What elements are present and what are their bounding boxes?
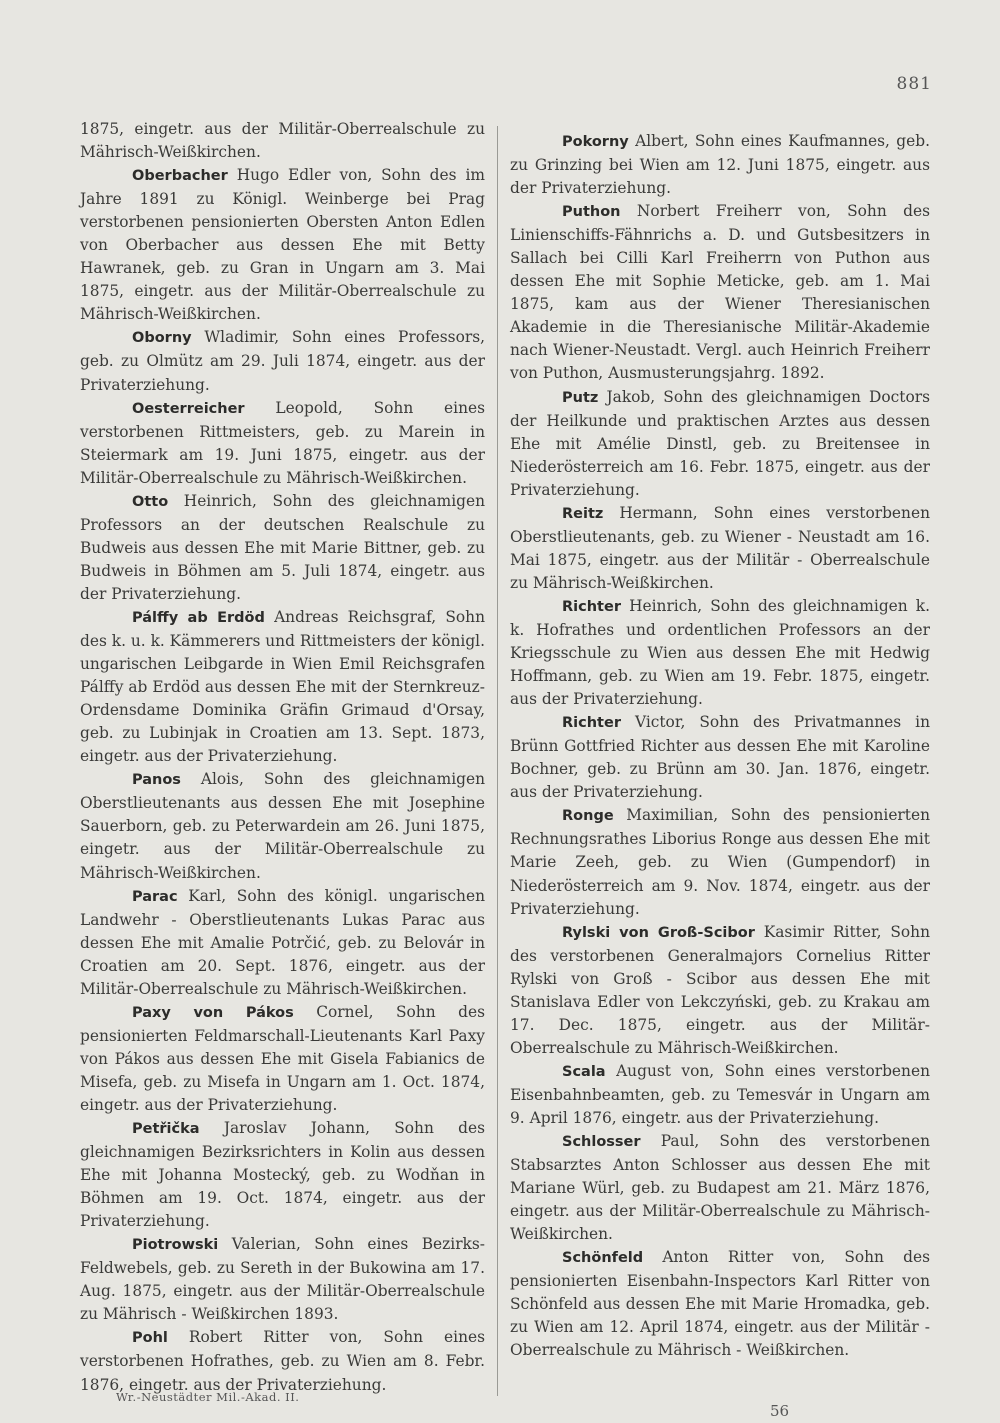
entry-surname: Pálffy ab Erdöd xyxy=(132,609,265,626)
biography-entry xyxy=(80,490,485,606)
entry-surname: Schönfeld xyxy=(562,1250,644,1267)
entry-surname: Rylski von Groß-Scibor xyxy=(562,924,755,941)
entry-surname: Reitz xyxy=(562,505,604,522)
entry-text: Norbert Freiherr von, Sohn des Linienschiffs-Fähnrichs a. D. und Gutsbesitzers in Sallach bei Cilli Karl Freiherrn von Puthon aus dessen Ehe mit Sophie Meticke, geb. am 1. Mai 1875, kam aus der Wiener Theresianischen Akademie in die Theresianische Militär-Akademie nach Wiener-Neustadt. Vergl. auch Heinrich Freiherr von Puthon, Ausmusterungsjahrg. 1892. xyxy=(510,202,930,383)
entry-text: Valerian, Sohn eines Bezirks-Feldwebels, geb. zu Sereth in der Bukowina am 17. Aug. 1875, eingetr. aus der Militär-Oberrealschule zu Mährisch - Weißkirchen 1893. xyxy=(80,1235,485,1324)
biography-entry xyxy=(80,164,485,326)
biography-entry xyxy=(80,326,485,396)
entry-text: Maximilian, Sohn des pensionierten Rechnungsrathes Liborius Ronge aus dessen Ehe mit Marie Zeeh, geb. zu Wien (Gumpendorf) in Niederösterreich am 9. Nov. 1874, eingetr. aus der Privaterziehung. xyxy=(510,806,930,918)
entry-surname: Richter xyxy=(562,598,621,615)
biography-entry xyxy=(510,711,930,804)
entry-surname: Oborny xyxy=(132,330,192,347)
entry-text: Wladimir, Sohn eines Professors, geb. zu Olmütz am 29. Juli 1874, eingetr. aus der Privaterziehung. xyxy=(80,328,485,394)
biography-entry xyxy=(510,130,930,200)
biography-entry xyxy=(510,200,930,385)
biography-entry xyxy=(510,1060,930,1130)
entry-surname: Panos xyxy=(132,772,181,789)
entry-surname: Putz xyxy=(562,389,599,406)
entry-surname: Oesterreicher xyxy=(132,400,245,417)
entry-surname: Richter xyxy=(562,715,621,732)
biography-entry xyxy=(510,1130,930,1246)
entry-surname: Otto xyxy=(132,493,169,510)
entry-surname: Pokorny xyxy=(562,134,629,150)
entry-surname: Paxy von Pákos xyxy=(132,1004,294,1021)
biography-entry xyxy=(80,606,485,768)
biography-entry xyxy=(80,1326,485,1396)
entry-surname: Puthon xyxy=(562,204,621,221)
biography-entry xyxy=(80,768,485,884)
footer-signature: Wr.-Neustädter Mil.-Akad. II. xyxy=(116,1390,300,1404)
entry-surname: Ronge xyxy=(562,808,614,825)
biography-entry xyxy=(510,1246,930,1362)
left-column xyxy=(80,118,485,1397)
entry-text: Robert Ritter von, Sohn eines verstorbenen Hofrathes, geb. zu Wien am 8. Febr. 1876, eingetr. aus der Privaterziehung. xyxy=(80,1328,485,1394)
entry-text: Cornel, Sohn des pensionierten Feldmarschall-Lieutenants Karl Paxy von Pákos aus dessen Ehe mit Gisela Fabianics de Misefa, geb. zu Misefa in Ungarn am 1. Oct. 1874, eingetr. aus der Privaterziehung. xyxy=(80,1002,485,1114)
entry-surname: Petřička xyxy=(132,1121,200,1138)
entry-text: Hugo Edler von, Sohn des im Jahre 1891 zu Königl. Weinberge bei Prag verstorbenen pensionierten Obersten Anton Edlen von Oberbacher aus dessen Ehe mit Betty Hawranek, geb. zu Gran in Ungarn am 3. Mai 1875, eingetr. aus der Militär-Oberrealschule zu Mährisch-Weißkirchen. xyxy=(80,166,485,324)
entry-text: Albert, Sohn eines Kaufmannes, geb. zu Grinzing bei Wien am 12. Juni 1875, eingetr. aus der Privaterziehung. xyxy=(510,132,930,198)
entry-text: Andreas Reichsgraf, Sohn des k. u. k. Kämmerers und Rittmeisters der königl. ungarischen Leibgarde in Wien Emil Reichsgrafen Pálffy ab Erdöd aus dessen Ehe mit der Sternkreuz-Ordensdame Dominika Gräfin Grimaud d'Orsay, geb. zu Lubinjak in Croatien am 13. Sept. 1873, eingetr. aus der Privaterziehung. xyxy=(80,607,485,766)
entry-text: Karl, Sohn des königl. ungarischen Landwehr - Oberstlieutenants Lukas Parac aus dessen Ehe mit Amalie Potrčić, geb. zu Belovár in Croatien am 20. Sept. 1876, eingetr. aus der Militär-Oberrealschule zu Mährisch-Weißkirchen. xyxy=(80,886,485,998)
biography-entry xyxy=(80,885,485,1001)
biography-entry xyxy=(510,595,930,711)
entry-text: 1875, eingetr. aus der Militär-Oberrealschule zu Mährisch-Weißkirchen. xyxy=(80,120,485,162)
column-divider xyxy=(497,126,498,1396)
biography-entry xyxy=(510,386,930,502)
biography-entry xyxy=(80,397,485,490)
entry-text: Jaroslav Johann, Sohn des gleichnamigen Bezirksrichters in Kolin aus dessen Ehe mit Johanna Mostecký, geb. zu Wodňan in Böhmen am 19. Oct. 1874, eingetr. aus der Privaterziehung. xyxy=(80,1119,485,1231)
entry-surname: Scala xyxy=(562,1063,606,1080)
biography-entry xyxy=(80,118,485,164)
entry-text: Kasimir Ritter, Sohn des verstorbenen Generalmajors Cornelius Ritter Rylski von Groß - Scibor aus dessen Ehe mit Stanislava Edler von Lekczyński, geb. zu Krakau am 17. Dec. 1875, eingetr. aus der Militär-Oberrealschule zu Mährisch-Weißkirchen. xyxy=(510,922,930,1057)
entry-text: Alois, Sohn des gleichnamigen Oberstlieutenants aus dessen Ehe mit Josephine Sauerborn, geb. zu Peterwardein am 26. Juni 1875, eingetr. aus der Militär-Oberrealschule zu Mährisch-Weißkirchen. xyxy=(80,770,485,882)
entry-text: Leopold, Sohn eines verstorbenen Rittmeisters, geb. zu Marein in Steiermark am 19. Juni 1875, eingetr. aus der Militär-Oberrealschule zu Mährisch-Weißkirchen. xyxy=(80,398,485,487)
entry-surname: Oberbacher xyxy=(132,168,228,185)
entry-surname: Pohl xyxy=(132,1330,168,1347)
biography-entry xyxy=(80,1233,485,1326)
entry-text: Hermann, Sohn eines verstorbenen Oberstlieutenants, geb. zu Wiener - Neustadt am 16. Mai 1875, eingetr. aus der Militär - Oberrealschule zu Mährisch-Weißkirchen. xyxy=(510,503,930,592)
entry-text: Victor, Sohn des Privatmannes in Brünn Gottfried Richter aus dessen Ehe mit Karoline Bochner, geb. zu Brünn am 30. Jan. 1876, eingetr. aus der Privaterziehung. xyxy=(510,713,930,802)
biography-entry xyxy=(80,1117,485,1233)
entry-surname: Schlosser xyxy=(562,1134,641,1151)
biography-entry xyxy=(80,1001,485,1117)
entry-text: August von, Sohn eines verstorbenen Eisenbahnbeamten, geb. zu Temesvár in Ungarn am 9. April 1876, eingetr. aus der Privaterziehung. xyxy=(510,1061,930,1127)
entry-text: Jakob, Sohn des gleichnamigen Doctors der Heilkunde und praktischen Arztes aus dessen Ehe mit Amélie Dinstl, geb. zu Breitensee in Niederösterreich am 16. Febr. 1875, eingetr. aus der Privaterziehung. xyxy=(510,387,930,499)
right-column xyxy=(510,130,930,1362)
footer-sheet-number: 56 xyxy=(770,1402,790,1420)
biography-entry xyxy=(510,804,930,920)
entry-text: Heinrich, Sohn des gleichnamigen Professors an der deutschen Realschule zu Budweis aus dessen Ehe mit Marie Bittner, geb. zu Budweis in Böhmen am 5. Juli 1874, eingetr. aus der Privaterziehung. xyxy=(80,491,485,603)
entry-text: Anton Ritter von, Sohn des pensionierten Eisenbahn-Inspectors Karl Ritter von Schönfeld aus dessen Ehe mit Marie Hromadka, geb. zu Wien am 12. April 1874, eingetr. aus der Militär - Oberrealschule zu Mährisch - Weißkirchen. xyxy=(510,1248,930,1360)
entry-surname: Piotrowski xyxy=(132,1237,219,1254)
entry-text: Heinrich, Sohn des gleichnamigen k. k. Hofrathes und ordentlichen Professors an der Kriegsschule zu Wien aus dessen Ehe mit Hedwig Hoffmann, geb. zu Wien am 19. Febr. 1875, eingetr. aus der Privaterziehung. xyxy=(510,596,930,709)
biography-entry xyxy=(510,921,930,1060)
page-number: 881 xyxy=(896,74,932,94)
entry-text: Paul, Sohn des verstorbenen Stabsarztes Anton Schlosser aus dessen Ehe mit Mariane Würl, geb. zu Budapest am 21. März 1876, eingetr. aus der Militär-Oberrealschule zu Mährisch-Weißkirchen. xyxy=(510,1132,930,1244)
biography-entry xyxy=(510,502,930,595)
entry-surname: Parac xyxy=(132,888,178,905)
